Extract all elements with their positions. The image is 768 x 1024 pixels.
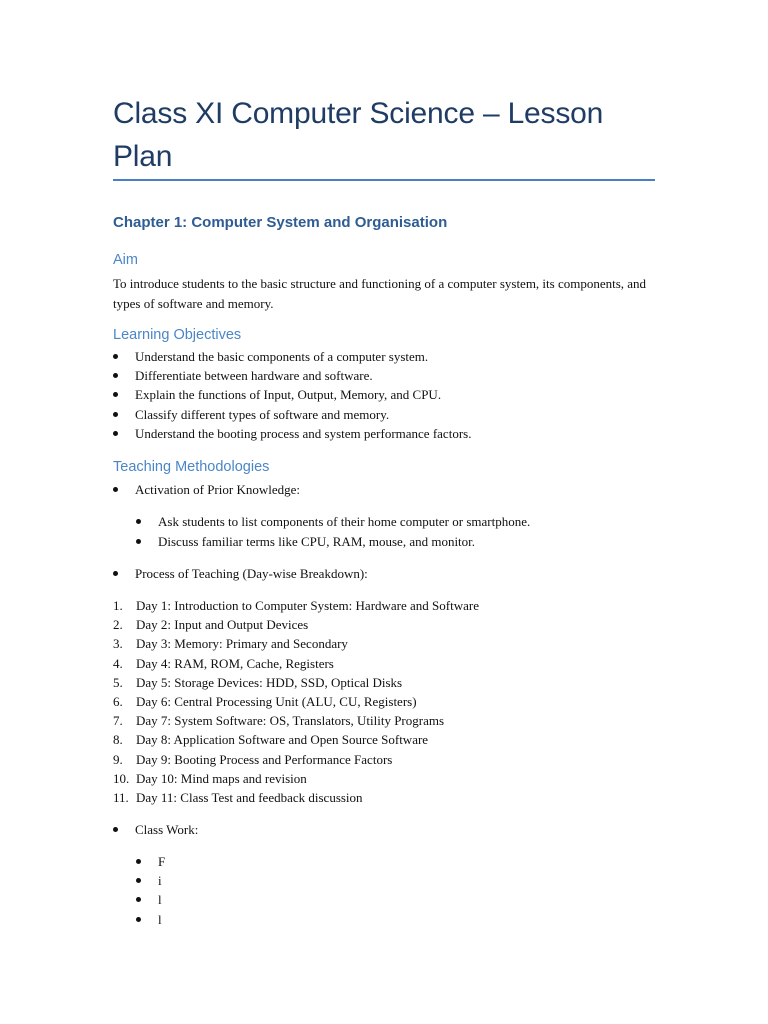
aim-text: To introduce students to the basic structure and functioning of a computer system, its components, and types of software and memory. <box>113 276 647 311</box>
document-title: Class XI Computer Science – Lesson Plan <box>113 97 604 173</box>
bullet-icon <box>113 487 118 492</box>
list-item: Activation of Prior Knowledge: <box>135 480 300 499</box>
list-item: Ask students to list components of their home computer or smartphone. <box>158 512 530 532</box>
chapter-heading: Chapter 1: Computer System and Organisation <box>113 214 448 231</box>
list-item: Understand the basic components of a computer system. <box>135 347 471 366</box>
list-item: l <box>158 910 165 929</box>
day-wise-list <box>113 596 479 807</box>
list-item: 3. Day 3: Memory: Primary and Secondary <box>113 636 348 652</box>
bullet-icon <box>136 917 141 922</box>
bullet-icon <box>136 878 141 883</box>
bullet-icon <box>136 897 141 902</box>
list-item: 6. Day 6: Central Processing Unit (ALU, CU, Registers) <box>113 693 417 709</box>
learning-objectives-list <box>135 347 471 443</box>
list-item: 11. Day 11: Class Test and feedback discussion <box>113 789 363 805</box>
list-item: 4. Day 4: RAM, ROM, Cache, Registers <box>113 655 334 671</box>
list-item: Explain the functions of Input, Output, Memory, and CPU. <box>135 385 471 404</box>
list-item: F <box>158 852 165 871</box>
list-item: Differentiate between hardware and software. <box>135 366 471 385</box>
bullet-icon <box>136 859 141 864</box>
list-item: Discuss familiar terms like CPU, RAM, mouse, and monitor. <box>158 532 530 551</box>
list-item: 1. Day 1: Introduction to Computer System: Hardware and Software <box>113 598 479 613</box>
activation-sublist <box>158 512 530 551</box>
list-item: 10. Day 10: Mind maps and revision <box>113 770 307 786</box>
bullet-icon <box>136 539 141 544</box>
bullet-icon <box>113 412 118 417</box>
title-underline <box>113 179 655 181</box>
bullet-icon <box>113 827 118 832</box>
bullet-icon <box>113 354 118 359</box>
list-item: Understand the booting process and system performance factors. <box>135 424 471 443</box>
learning-objectives-heading: Learning Objectives <box>113 327 242 343</box>
list-item: 5. Day 5: Storage Devices: HDD, SSD, Optical Disks <box>113 674 403 690</box>
list-item: Process of Teaching (Day-wise Breakdown): <box>135 564 368 583</box>
list-item: 8. Day 8: Application Software and Open Source Software <box>113 732 429 748</box>
bullet-icon <box>136 519 141 524</box>
classwork-sublist <box>158 852 165 929</box>
bullet-icon <box>113 431 118 436</box>
bullet-icon <box>113 571 118 576</box>
list-item: 9. Day 9: Booting Process and Performance Factors <box>113 751 393 767</box>
aim-heading: Aim <box>113 252 138 268</box>
list-item: l <box>158 890 165 909</box>
process-list <box>135 564 368 583</box>
list-item: Classify different types of software and memory. <box>135 405 471 424</box>
list-item: i <box>158 871 165 890</box>
teaching-methodologies-heading: Teaching Methodologies <box>113 459 270 475</box>
classwork-list <box>135 820 198 839</box>
bullet-icon <box>113 392 118 397</box>
list-item: Class Work: <box>135 820 198 839</box>
list-item: 2. Day 2: Input and Output Devices <box>113 617 309 633</box>
list-item: 7. Day 7: System Software: OS, Translators, Utility Programs <box>113 713 445 729</box>
activation-list <box>135 480 300 499</box>
bullet-icon <box>113 373 118 378</box>
